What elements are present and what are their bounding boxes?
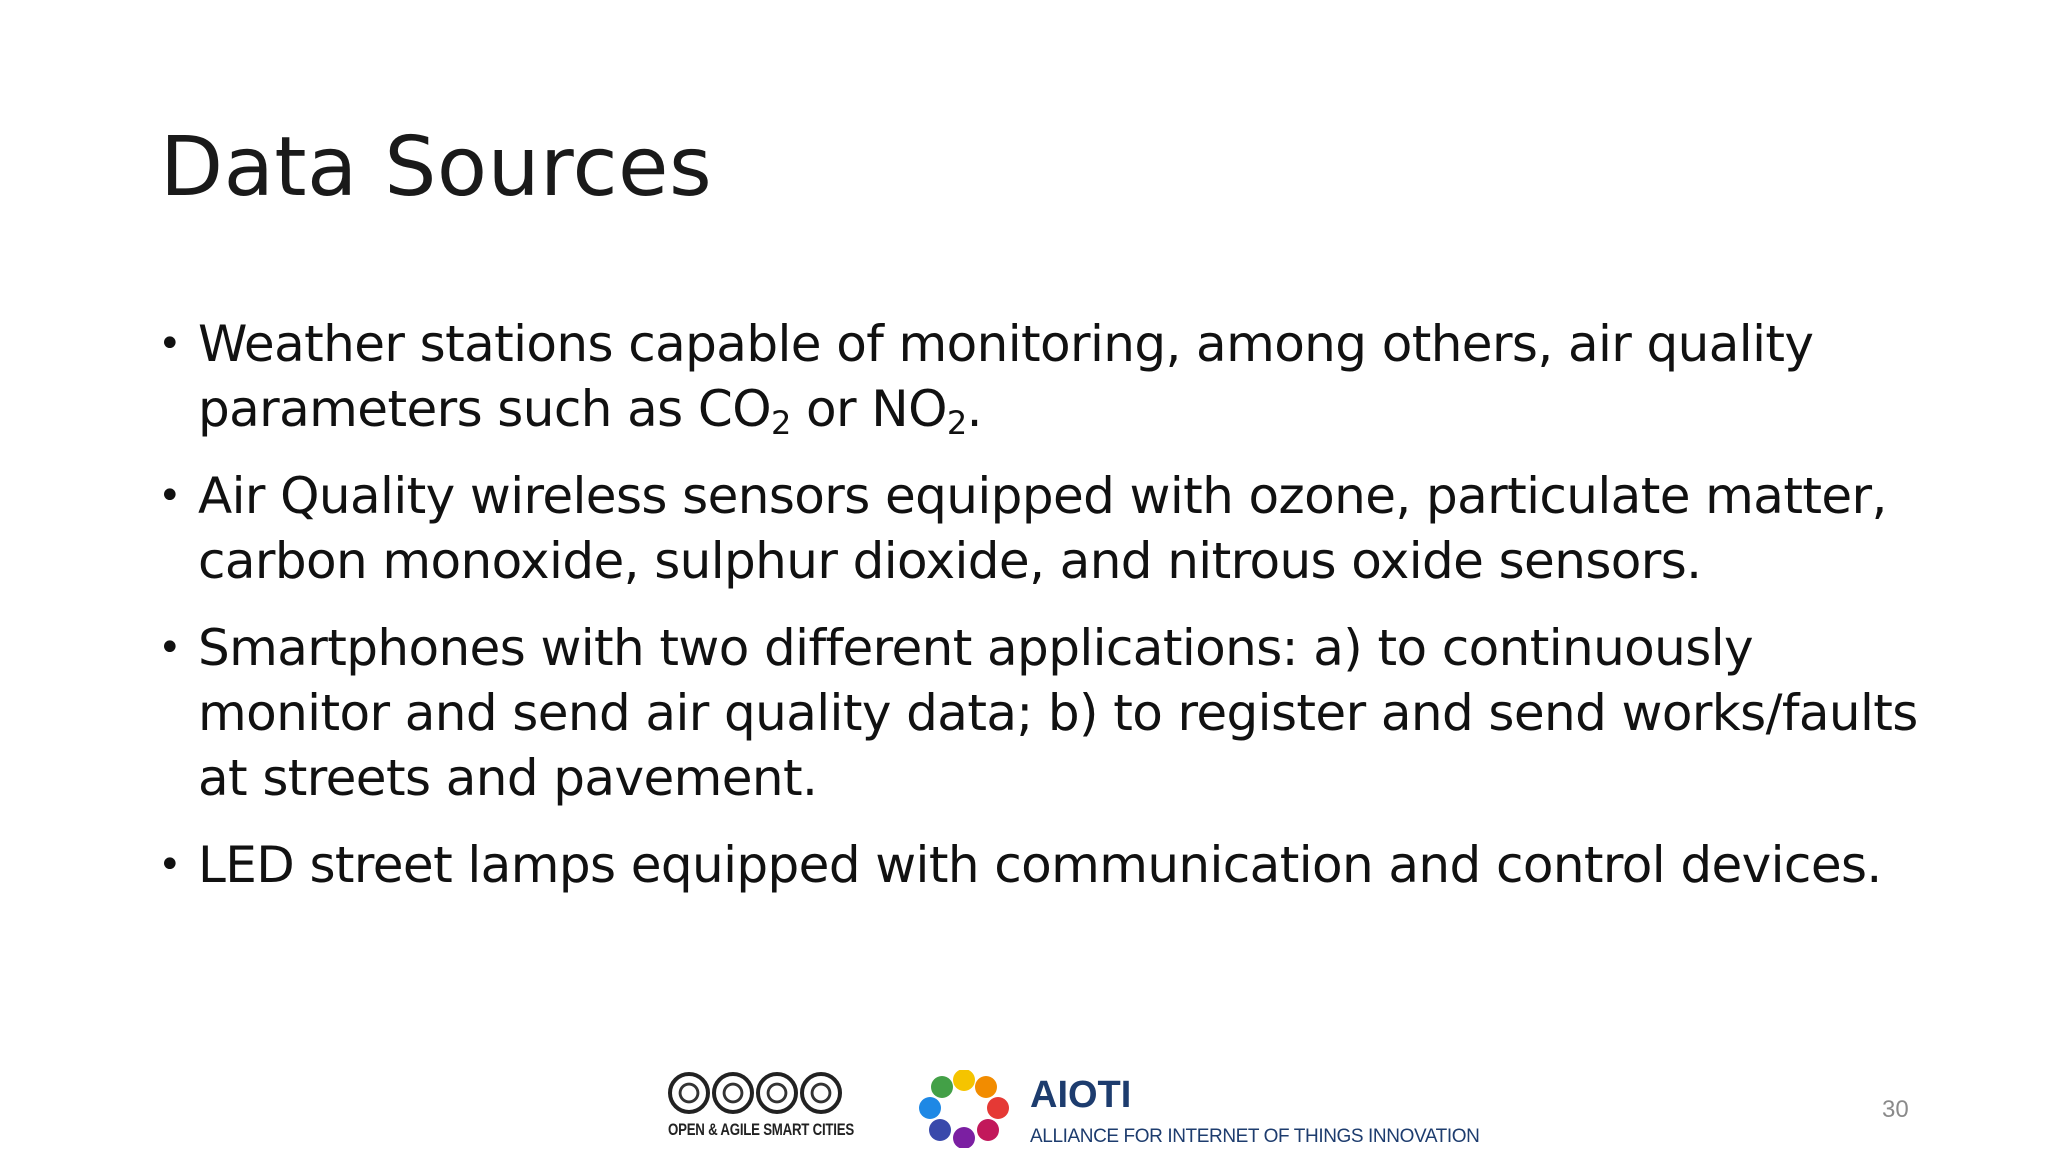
bullet-symbol: •	[158, 473, 181, 519]
bullet-text: Smartphones with two different applications: a) to continuously monitor and send air quality data; b) to register and send works/faults at streets and pavement.	[198, 619, 1918, 807]
bullet-symbol: •	[158, 842, 181, 888]
bullet-text: Air Quality wireless sensors equipped with ozone, particulate matter, carbon monoxide, sulphur dioxide, and nitrous oxide sensors.	[198, 467, 1887, 590]
bullet-symbol: •	[158, 321, 181, 367]
bullet-symbol: •	[158, 625, 181, 671]
bullet-item	[156, 464, 1936, 594]
bullet-text: Weather stations capable of monitoring, among others, air quality parameters such as $CO_2$ or $NO_2$.	[198, 315, 1814, 442]
aioti-subtitle: ALLIANCE FOR INTERNET OF THINGS INNOVATION	[1030, 1126, 1480, 1147]
oasc-logo-icon	[668, 1072, 858, 1114]
bullet-item	[156, 616, 1936, 811]
oasc-logo	[668, 1072, 858, 1152]
bullet-list	[156, 312, 1936, 920]
bullet-text: LED street lamps equipped with communication and control devices.	[198, 836, 1882, 894]
aioti-name: AIOTI	[1030, 1074, 1132, 1116]
aioti-logo-icon	[918, 1070, 1010, 1148]
bullet-item	[156, 833, 1936, 898]
slide-footer	[0, 1060, 2048, 1150]
subscript: 2	[946, 404, 967, 442]
slide-title: Data Sources	[160, 120, 713, 215]
oasc-caption: OPEN & AGILE SMART CITIES	[668, 1120, 854, 1139]
bullet-item	[156, 312, 1936, 442]
aioti-logo	[918, 1070, 1478, 1152]
page-number: 30	[1882, 1096, 1909, 1123]
subscript: 2	[770, 404, 791, 442]
